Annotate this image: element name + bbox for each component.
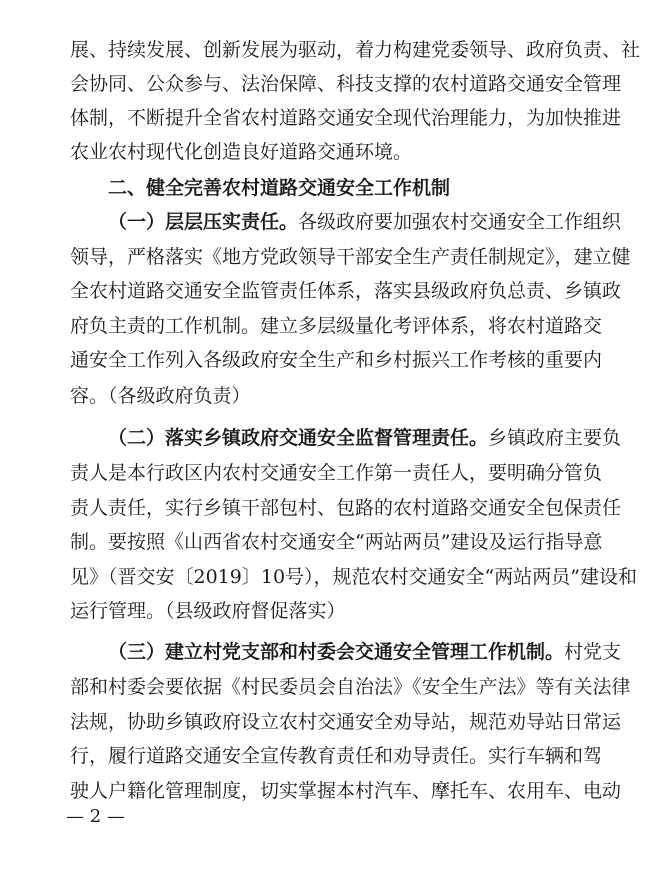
item2-first-line-text: 乡镇政府主要负 — [488, 427, 622, 449]
item1-line-3: 全农村道路交通安全监管责任体系，落实县级政府负总责、乡镇政 — [70, 280, 622, 302]
item1-first-line — [108, 210, 622, 234]
item3-title: （三）建立村党支部和村委会交通安全管理工作机制。 — [108, 641, 565, 663]
item3-line-4: 行，履行道路交通安全宣传教育责任和劝导责任。实行车辆和驾 — [70, 745, 603, 767]
section-heading: 二、健全完善农村道路交通安全工作机制 — [108, 177, 451, 199]
item1-line-4: 府负主责的工作机制。建立多层级量化考评体系，将农村道路交 — [70, 315, 603, 337]
item1-line-6: 容。（各级政府负责） — [70, 385, 251, 407]
item3-line-2: 部和村委会要依据《村民委员会自治法》《安全生产法》等有关法律 — [70, 676, 631, 698]
item2-line-6: 运行管理。（县级政府督促落实） — [70, 600, 346, 622]
intro-line-1: 展、持续发展、创新发展为驱动，着力构建党委领导、政府负责、社 — [70, 39, 641, 61]
item3-first-line-text: 村党支 — [564, 641, 622, 663]
item2-first-line — [108, 426, 622, 450]
page-number: — 2 — — [66, 806, 125, 827]
item2-line-4: 制。要按照《山西省农村交通安全“两站两员”建设及运行指导意 — [70, 531, 603, 553]
intro-line-4: 农业农村现代化创造良好道路交通环境。 — [70, 141, 413, 163]
item1-line-2: 领导，严格落实《地方党政领导干部安全生产责任制规定》，建立健 — [70, 246, 631, 268]
item1-title: （一）层层压实责任。 — [108, 211, 299, 233]
item2-line-5: 见》（晋交安〔2019〕10号），规范农村交通安全“两站两员”建设和 — [70, 566, 637, 588]
intro-line-3: 体制，不断提升全省农村道路交通安全现代治理能力，为加快推进 — [70, 107, 622, 129]
item2-title: （二）落实乡镇政府交通安全监督管理责任。 — [108, 427, 489, 449]
item1-first-line-text: 各级政府要加强农村交通安全工作组织 — [298, 211, 622, 233]
item3-line-5: 驶人户籍化管理制度，切实掌握本村汽车、摩托车、农用车、电动 — [70, 780, 622, 802]
item1-line-5: 通安全工作列入各级政府安全生产和乡村振兴工作考核的重要内 — [70, 349, 603, 371]
item3-line-3: 法规，协助乡镇政府设立农村交通安全劝导站，规范劝导站日常运 — [70, 711, 622, 733]
item3-first-line — [108, 640, 622, 664]
item2-line-3: 责人责任，实行乡镇干部包村、包路的农村道路交通安全包保责任 — [70, 497, 622, 519]
item2-line-2: 责人是本行政区内农村交通安全工作第一责任人，要明确分管负 — [70, 462, 603, 484]
intro-line-2: 会协同、公众参与、法治保障、科技支撑的农村道路交通安全管理 — [70, 73, 622, 95]
